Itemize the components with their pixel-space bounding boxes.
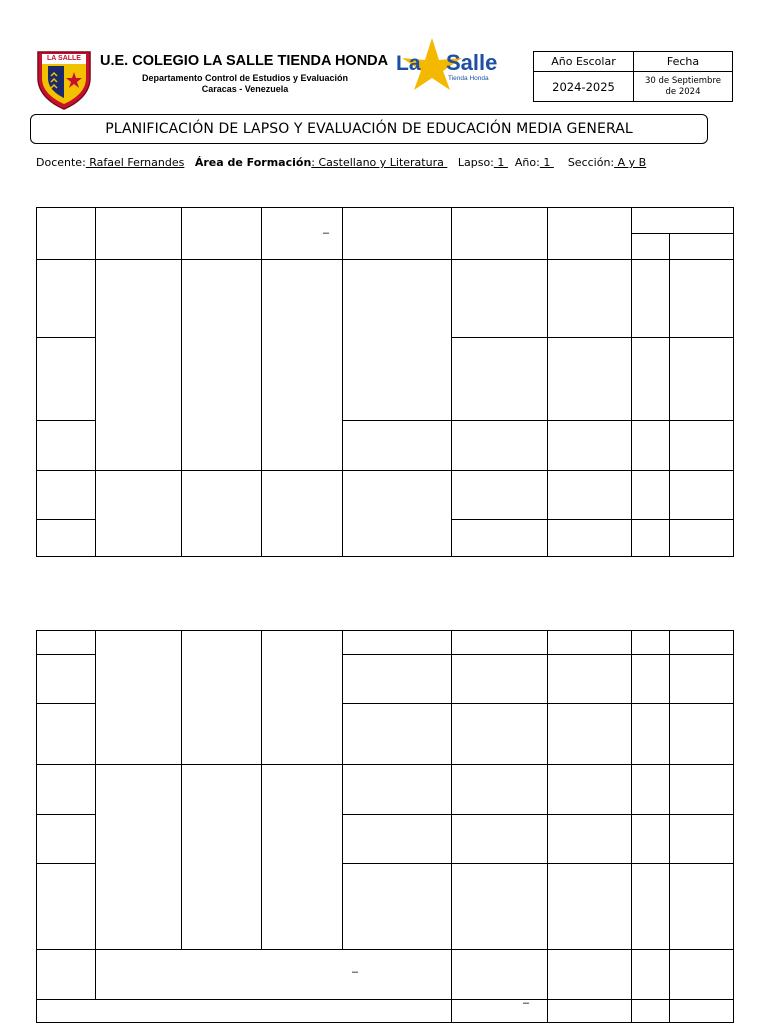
table2-total-dash: – xyxy=(523,997,530,1009)
seccion-value: A y B xyxy=(614,156,647,169)
school-name: U.E. COLEGIO LA SALLE TIENDA HONDA xyxy=(100,53,389,69)
location: Caracas - Venezuela xyxy=(201,84,289,94)
department-name: Departamento Control de Estudios y Evaluación xyxy=(141,73,349,83)
planning-table-1 xyxy=(36,207,734,557)
table1-header-dash: – xyxy=(323,227,330,239)
logo-word-la: La xyxy=(396,52,421,75)
area-value: : Castellano y Literatura xyxy=(311,156,448,169)
year-label: Año Escolar xyxy=(534,52,634,72)
lapso-label: Lapso: xyxy=(457,156,494,169)
anio-label: Año: xyxy=(514,156,540,169)
planning-table-2 xyxy=(36,630,734,1023)
docente-value: Rafael Fernandes xyxy=(85,156,185,169)
date-label: Fecha xyxy=(634,52,733,72)
date-value-line2: de 2024 xyxy=(665,86,701,97)
logo-word-salle: Salle xyxy=(446,50,498,75)
anio-value: 1 xyxy=(539,156,554,169)
date-value-line1: 30 de Septiembre xyxy=(644,75,721,86)
docente-label: Docente: xyxy=(36,156,86,169)
page-title: PLANIFICACIÓN DE LAPSO Y EVALUACIÓN DE EDUCACIÓN MEDIA GENERAL xyxy=(30,114,708,144)
area-label: Área de Formación xyxy=(194,156,312,169)
crest-text: LA SALLE xyxy=(47,55,81,62)
year-value: 2024-2025 xyxy=(534,72,634,102)
logo-subtext: Tienda Honda xyxy=(448,75,489,82)
seccion-label: Sección: xyxy=(567,156,615,169)
lapso-value: 1 xyxy=(493,156,508,169)
table2-summary-dash: – xyxy=(352,966,359,978)
